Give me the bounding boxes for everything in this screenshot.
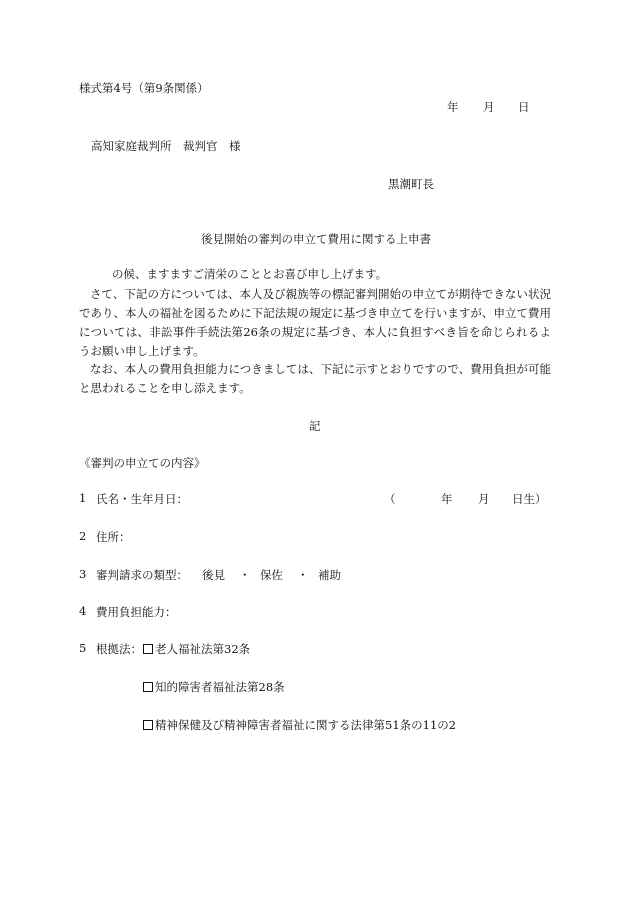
item-3-number: 3: [79, 567, 87, 581]
addressee: 高知家庭裁判所 裁判官 様: [91, 139, 241, 153]
item-2-number: 2: [79, 529, 87, 543]
ki-heading: 記: [309, 419, 321, 433]
item-1-number: 1: [79, 491, 87, 505]
date-year: 年: [447, 100, 459, 114]
law-2-label: 知的障害者福祉法第28条: [155, 680, 285, 694]
item-1-day-birth: 日生）: [512, 492, 547, 506]
item-1-year: 年: [441, 492, 453, 506]
section-heading: 《審判の申立ての内容》: [79, 456, 206, 470]
item-3-label: 審判請求の類型：: [96, 568, 188, 582]
item-5-number: 5: [79, 641, 87, 655]
item-2-label: 住所：: [96, 530, 131, 544]
capacity-paragraph: なお、本人の費用負担能力につきましては、下記に示すとおりですので、費用負担が可能と思われることを申し添えます。: [79, 362, 551, 395]
item-1-paren-open: （: [384, 492, 396, 506]
sender: 黒潮町長: [388, 177, 434, 191]
date-day: 日: [518, 100, 530, 114]
item-3-separator-2: ・: [297, 568, 309, 582]
form-label: 様式第4号（第9条関係）: [79, 81, 209, 95]
law-1-label: 老人福祉法第32条: [155, 642, 251, 656]
date-month: 月: [483, 100, 495, 114]
checkbox-icon: [143, 682, 153, 692]
checkbox-icon: [143, 720, 153, 730]
checkbox-icon: [143, 644, 153, 654]
law-checkbox-row-2: [143, 679, 285, 695]
item-4-number: 4: [79, 604, 87, 618]
item-1-month: 月: [478, 492, 490, 506]
item-3-option-kouken: 後見: [202, 568, 225, 582]
greeting-paragraph: の候、ますますご清栄のこととお喜び申し上げます。: [112, 267, 388, 281]
item-3-option-hojo: 補助: [318, 568, 341, 582]
item-4-label: 費用負担能力：: [96, 605, 177, 619]
law-checkbox-row-3: [143, 717, 456, 733]
item-3-separator-1: ・: [239, 568, 251, 582]
law-3-label: 精神保健及び精神障害者福祉に関する法律第51条の11の2: [155, 718, 457, 732]
item-1-label: 氏名・生年月日：: [96, 492, 188, 506]
request-paragraph: さて、下記の方については、本人及び親族等の標記審判開始の申立てが期待できない状況であり、本人の福祉を図るために下記法規の規定に基づき申立てを行いますが、申立て費用については、非訟事件手続法第26条の規定に基づき、本人に負担すべき旨を命じられるようお願い申し上げます。: [79, 287, 551, 358]
item-5-label: 根拠法：: [96, 642, 142, 656]
item-3-option-hosa: 保佐: [260, 568, 283, 582]
document-title: 後見開始の審判の申立て費用に関する上申書: [201, 232, 431, 246]
law-checkbox-row-1: [143, 641, 250, 657]
